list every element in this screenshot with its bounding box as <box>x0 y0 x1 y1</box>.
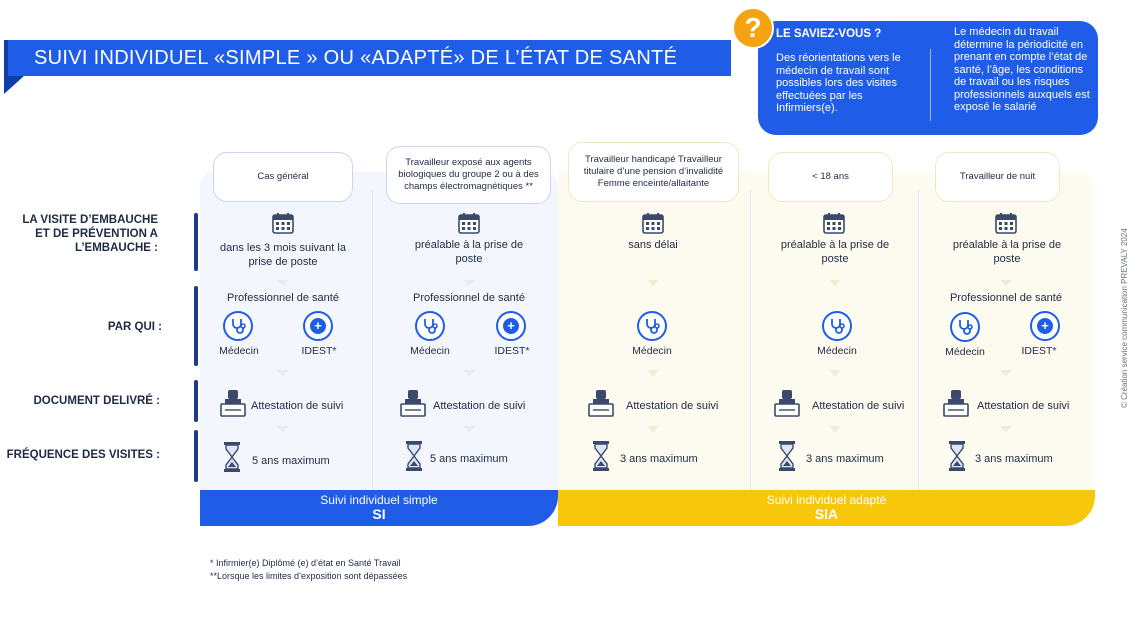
hourglass-icon <box>405 440 423 472</box>
info-text-right: Le médecin du travail détermine la périodicité en prenant en compte l’état de santé, l’âge, les conditions de travail ou les risques professionnels auxquels est exposé le salarié <box>954 26 1090 113</box>
row-bar <box>194 286 198 366</box>
calendar-icon <box>272 212 294 234</box>
footer-simple-label: Suivi individuel simple <box>320 493 438 507</box>
chevron-down-icon <box>463 280 475 286</box>
chevron-down-icon <box>829 426 841 432</box>
calendar-icon <box>823 212 845 234</box>
idest-label: IDEST* <box>1021 345 1057 357</box>
frequency-label: 3 ans maximum <box>620 453 698 465</box>
visite-under-18: préalable à la prise de poste <box>780 239 890 265</box>
info-title: LE SAVIEZ-VOUS ? <box>776 28 882 40</box>
stamp-document-icon <box>773 388 801 418</box>
idest-label: IDEST* <box>494 345 530 357</box>
medical-cross-icon: + <box>1030 311 1060 341</box>
row-label-par-qui: PAR QUI : <box>107 321 162 333</box>
info-box <box>744 11 1098 135</box>
document-label: Attestation de suivi <box>626 400 719 412</box>
professional-label: Professionnel de santé <box>413 292 525 304</box>
row-bar <box>194 213 198 271</box>
stethoscope-icon <box>415 311 445 341</box>
medical-cross-icon: + <box>496 311 526 341</box>
visite-exposed: préalable à la prise de poste <box>414 239 524 265</box>
medecin-label: Médecin <box>817 345 857 357</box>
chevron-down-icon <box>647 370 659 376</box>
document-label: Attestation de suivi <box>251 400 344 412</box>
row-label-document: DOCUMENT DELIVRÉ : <box>33 395 160 407</box>
row-label-visite: LA VISITE D’EMBAUCHE ET DE PRÉVENTION A L’EMBAUCHE : <box>22 214 158 254</box>
column-divider <box>918 190 919 490</box>
medecin-label: Médecin <box>945 346 985 358</box>
visite-handicap: sans délai <box>628 239 678 251</box>
column-divider <box>372 190 373 490</box>
footer-suivi-simple <box>200 490 558 526</box>
question-mark-icon: ? <box>732 7 774 49</box>
frequency-label: 5 ans maximum <box>430 453 508 465</box>
frequency-label: 3 ans maximum <box>806 453 884 465</box>
medecin-label: Médecin <box>632 345 672 357</box>
visite-cas-general: dans les 3 mois suivant la prise de poste <box>220 242 346 268</box>
hourglass-icon <box>948 440 966 472</box>
info-text-left: Des réorientations vers le médecin de travail sont possibles lors des visites effectuées par les Infirmiers(e). <box>776 52 901 114</box>
chevron-down-icon <box>277 426 289 432</box>
calendar-icon <box>458 212 480 234</box>
chevron-down-icon <box>1000 280 1012 286</box>
chevron-down-icon <box>647 426 659 432</box>
medecin-label: Médecin <box>219 345 259 357</box>
column-divider <box>750 190 751 490</box>
document-label: Attestation de suivi <box>812 400 905 412</box>
hourglass-icon <box>592 440 610 472</box>
document-label: Attestation de suivi <box>977 400 1070 412</box>
chevron-down-icon <box>1000 426 1012 432</box>
chevron-down-icon <box>647 280 659 286</box>
footer-adapte-label: Suivi individuel adapté <box>766 493 887 507</box>
stamp-document-icon <box>942 388 970 418</box>
stethoscope-icon <box>637 311 667 341</box>
page-title: SUIVI INDIVIDUEL «SIMPLE » OU «ADAPTÉ» DE L’ÉTAT DE SANTÉ <box>34 46 678 69</box>
footer-simple-abbr: SI <box>372 506 386 522</box>
footer-suivi-adapte <box>558 490 1095 526</box>
idest-label: IDEST* <box>301 345 337 357</box>
frequency-label: 5 ans maximum <box>252 455 330 467</box>
chevron-down-icon <box>463 426 475 432</box>
stethoscope-icon <box>822 311 852 341</box>
column-header-cas-general: Cas général <box>213 152 353 202</box>
footer-adapte-abbr: SIA <box>814 506 839 522</box>
footnote-idest: * Infirmier(e) Diplômé (e) d’état en Santé Travail <box>210 558 401 568</box>
chevron-down-icon <box>829 370 841 376</box>
hourglass-icon <box>223 441 241 473</box>
footnote-exposure: **Lorsque les limites d’exposition sont dépassées <box>210 571 408 581</box>
row-bar <box>194 430 198 482</box>
chevron-down-icon <box>277 370 289 376</box>
chevron-down-icon <box>829 280 841 286</box>
chevron-down-icon <box>1000 370 1012 376</box>
calendar-icon <box>642 212 664 234</box>
credit-text: © Création service communication PREVALY 2024 <box>1120 228 1129 408</box>
chevron-down-icon <box>463 370 475 376</box>
stamp-document-icon <box>219 388 247 418</box>
column-header-night-worker: Travailleur de nuit <box>935 152 1060 202</box>
stethoscope-icon <box>223 311 253 341</box>
professional-label: Professionnel de santé <box>950 292 1062 304</box>
stethoscope-icon <box>950 312 980 342</box>
title-banner <box>8 40 731 76</box>
column-header-exposed: Travailleur exposé aux agents biologiques du groupe 2 ou à des champs électromagnétiques ** <box>386 146 551 204</box>
calendar-icon <box>995 212 1017 234</box>
stamp-document-icon <box>587 388 615 418</box>
row-label-frequence: FRÉQUENCE DES VISITES : <box>6 449 160 461</box>
frequency-label: 3 ans maximum <box>975 453 1053 465</box>
hourglass-icon <box>778 440 796 472</box>
professional-label: Professionnel de santé <box>227 292 339 304</box>
stamp-document-icon <box>399 388 427 418</box>
column-header-under-18: < 18 ans <box>768 152 893 202</box>
medecin-label: Médecin <box>410 345 450 357</box>
column-header-handicap: Travailleur handicapé Travailleur titulaire d’une pension d’invalidité Femme enceinte/allaitante <box>568 142 739 202</box>
medical-cross-icon: + <box>303 311 333 341</box>
row-bar <box>194 380 198 422</box>
info-divider <box>930 49 931 121</box>
document-label: Attestation de suivi <box>433 400 526 412</box>
visite-night-worker: préalable à la prise de poste <box>952 239 1062 265</box>
chevron-down-icon <box>277 280 289 286</box>
